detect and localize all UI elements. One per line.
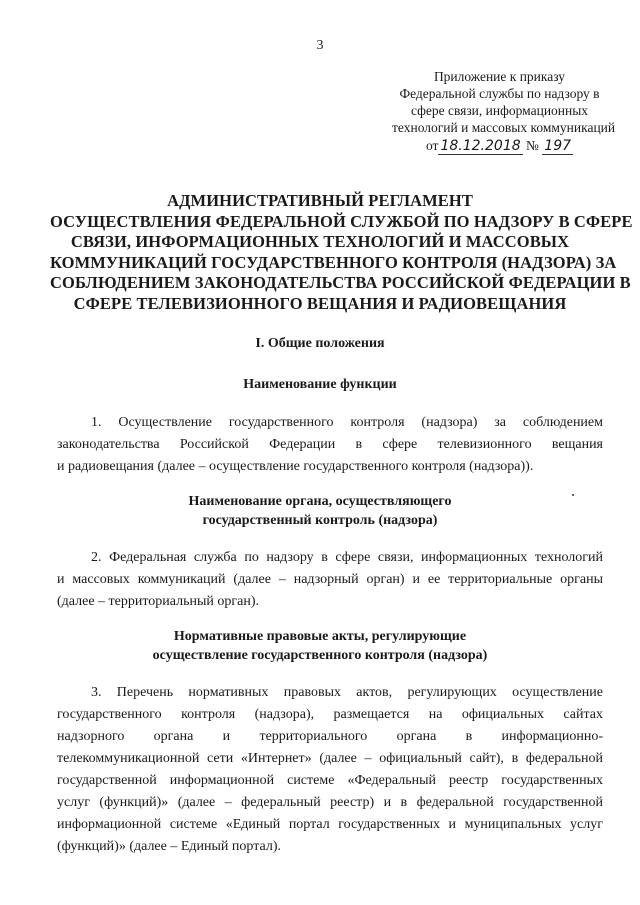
document-title — [50, 191, 633, 314]
heading-line: государственный контроль (надзора) — [202, 513, 438, 528]
from-label: от — [425, 138, 439, 153]
paragraph-line: и массовых коммуникаций (далее – надзорный орган) и ее территориальные органы — [57, 572, 603, 587]
heading-line: осуществление государственного контроля (надзора) — [152, 648, 488, 663]
title-line: СФЕРЕ ТЕЛЕВИЗИОННОГО ВЕЩАНИЯ И РАДИОВЕЩАНИЯ — [73, 293, 567, 313]
paragraph-line: 3. Перечень нормативных правовых актов, регулирующих осуществление — [91, 685, 603, 700]
title-line: КОММУНИКАЦИЙ ГОСУДАРСТВЕННОГО КОНТРОЛЯ (НАДЗОРА) ЗА — [50, 252, 617, 272]
heading-line: Нормативные правовые акты, регулирующие — [173, 629, 467, 644]
paragraph-line: услуг (функций)» (далее – федеральный реестр) и в федеральной государственной — [57, 795, 603, 810]
paragraph-line: 1. Осуществление государственного контроля (надзора) за соблюдением — [91, 415, 603, 430]
paragraph-line: информационной системе «Единый портал государственных и муниципальных услуг — [57, 817, 603, 832]
heading-authority-name — [0, 492, 640, 530]
title-line: ОСУЩЕСТВЛЕНИЯ ФЕДЕРАЛЬНОЙ СЛУЖБОЙ ПО НАДЗОРУ В СФЕРЕ — [50, 211, 633, 231]
number-label: № — [526, 138, 539, 153]
annex-line: сфере связи, информационных — [410, 103, 589, 118]
heading-line: Наименование функции — [243, 377, 397, 392]
annex-line: Приложение к приказу — [433, 69, 566, 84]
page-number: 3 — [316, 38, 324, 53]
heading-function-name — [0, 375, 640, 394]
title-line: СВЯЗИ, ИНФОРМАЦИОННЫХ ТЕХНОЛОГИЙ И МАССОВЫХ — [70, 232, 570, 251]
title-line: АДМИНИСТРАТИВНЫЙ РЕГЛАМЕНТ — [167, 191, 473, 210]
paragraph-line: надзорного органа и территориального органа в информационно- — [57, 729, 603, 744]
paragraph-line: 2. Федеральная служба по надзору в сфере связи, информационных технологий — [91, 550, 603, 565]
annex-line: технологий и массовых коммуникаций — [392, 120, 616, 135]
paragraph-line: законодательства Российской Федерации в сфере телевизионного вещания — [57, 437, 603, 452]
section-heading-text: I. Общие положения — [255, 336, 385, 351]
order-number: 197 — [544, 138, 572, 154]
paragraph-1 — [57, 412, 603, 478]
paragraph-line: государственной информационной системе «Федеральный реестр государственных — [57, 773, 603, 788]
paragraph-line: государственного контроля (надзора), размещается на официальных сайтах — [57, 707, 603, 722]
paragraph-2 — [57, 547, 603, 613]
paragraph-line: телекоммуникационной сети «Интернет» (далее – официальный сайт), в федеральной — [57, 751, 603, 766]
heading-legal-acts — [0, 627, 640, 665]
section-heading — [0, 334, 640, 353]
paragraph-line: и радиовещания (далее – осуществление государственного контроля (надзора)). — [57, 459, 534, 474]
title-line: СОБЛЮДЕНИЕМ ЗАКОНОДАТЕЛЬСТВА РОССИЙСКОЙ ФЕДЕРАЦИИ В — [50, 273, 631, 292]
order-date-number — [392, 137, 607, 155]
heading-line: Наименование органа, осуществляющего — [188, 494, 452, 509]
annex-line: Федеральной службы по надзору в — [399, 86, 600, 101]
paragraph-line: (далее – территориальный орган). — [57, 594, 259, 609]
order-date: 18.12.2018 — [440, 138, 521, 154]
paragraph-3 — [57, 682, 603, 858]
annex-block — [392, 68, 616, 155]
paragraph-line: (функций)» (далее – Единый портал). — [57, 839, 281, 854]
